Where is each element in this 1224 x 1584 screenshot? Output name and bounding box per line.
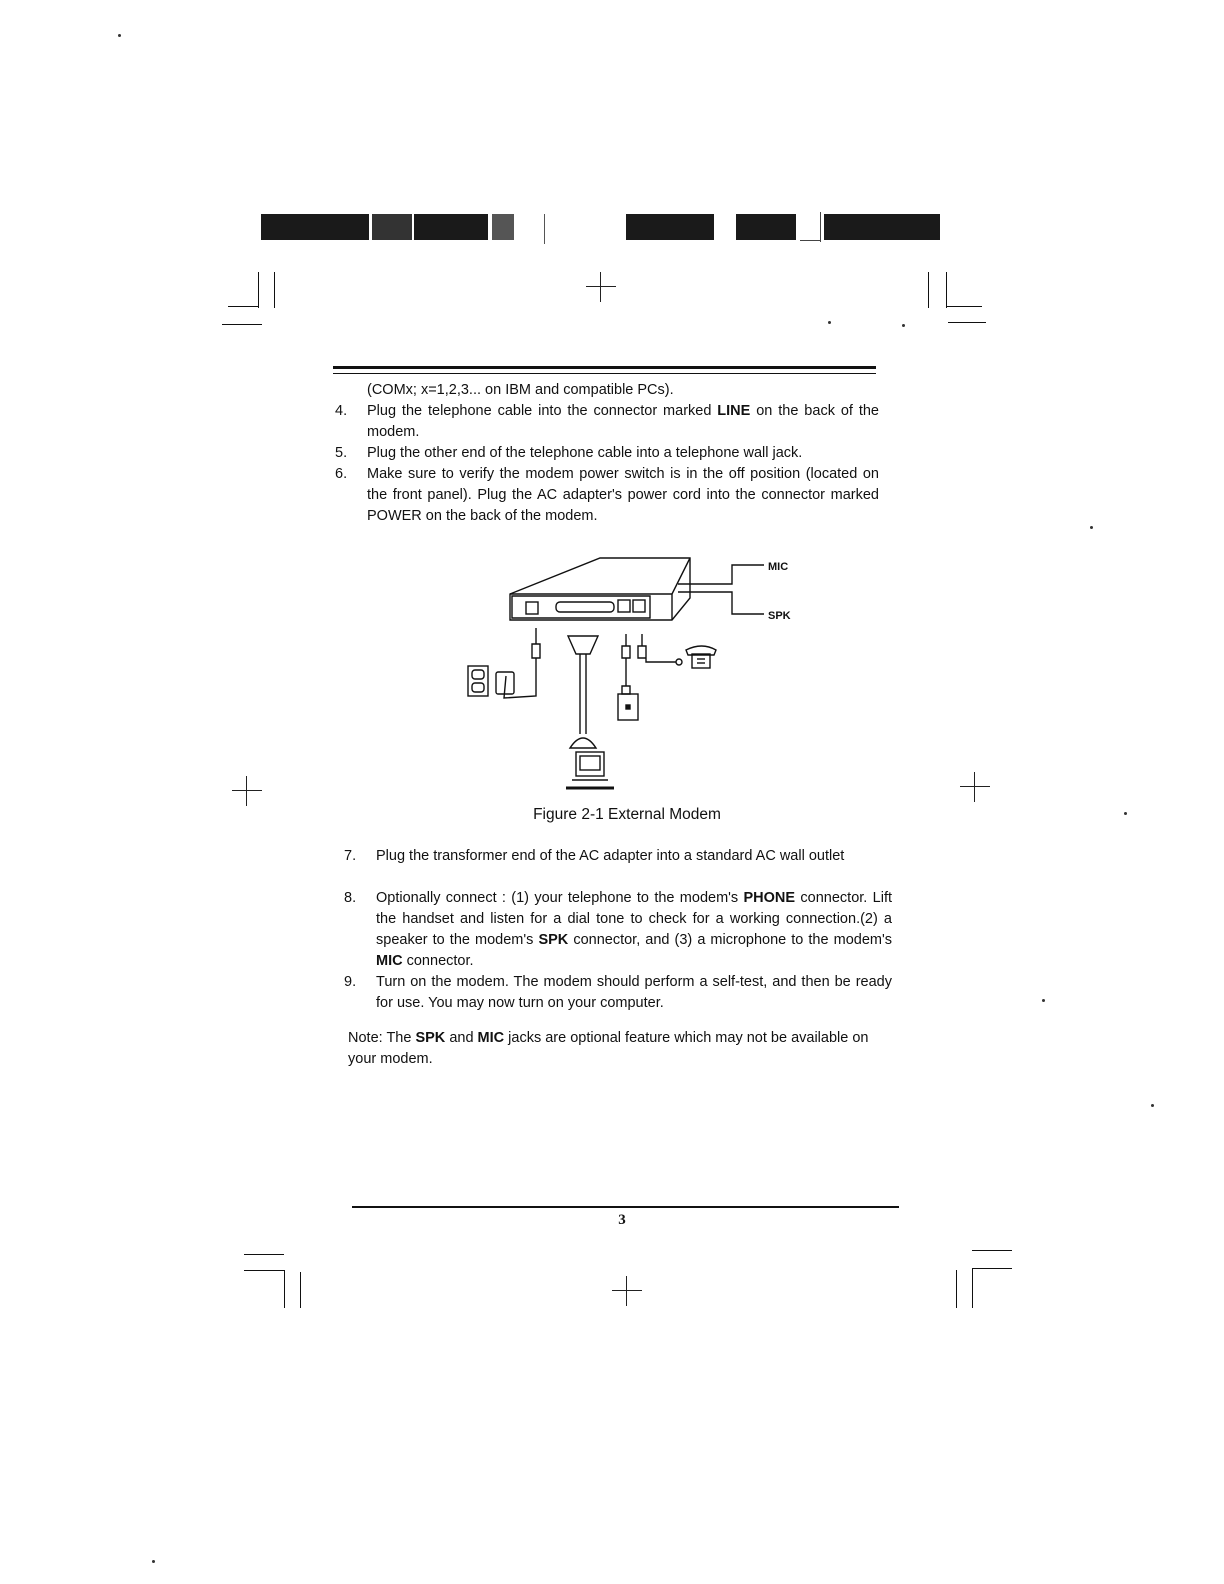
step-text — [367, 443, 879, 464]
registration-mark-top — [586, 272, 616, 302]
text-run: SPK — [538, 932, 569, 948]
serial-port — [556, 602, 614, 612]
text-run: connector. — [402, 953, 474, 969]
text-run: The — [386, 1030, 416, 1046]
text-run: Plug the telephone cable into the connector marked — [367, 403, 718, 419]
text-run: jacks are optional feature which may not be available on your modem. — [348, 1030, 869, 1067]
scan-speck — [1042, 999, 1045, 1002]
phone-cable — [638, 634, 682, 665]
figure-caption-text: Figure 2-1 External Modem — [533, 806, 721, 823]
scan-speck — [828, 321, 831, 324]
figure-caption — [440, 806, 814, 824]
step-number: 9. — [344, 974, 357, 990]
step-text — [376, 888, 892, 972]
text-run: MIC — [477, 1030, 505, 1046]
spk-label: SPK — [768, 610, 791, 622]
scan-speck — [1151, 1104, 1154, 1107]
scan-speck — [118, 34, 121, 37]
page-number — [602, 1212, 642, 1229]
continued-line — [367, 380, 877, 401]
step-number: 8. — [344, 890, 357, 906]
mic-label: MIC — [768, 561, 789, 573]
text-run: MIC — [376, 953, 403, 969]
text-run: Turn on the modem. The modem should perform a self-test, and then be ready for use. You may now turn on your computer. — [376, 974, 892, 1011]
step-number: 6. — [335, 466, 348, 482]
step-number: 4. — [335, 403, 348, 419]
phone-port — [633, 600, 645, 612]
modem-body — [510, 558, 690, 620]
registration-mark-left — [232, 776, 262, 806]
text-run: connector. Lift the handset and listen for a dial tone to check for a working connection.(2) a speaker to the modem's — [376, 890, 893, 948]
registration-mark-right — [960, 772, 990, 802]
text-run: Optionally connect : (1) your telephone to the modem's — [376, 890, 744, 906]
step-text — [367, 401, 879, 443]
text-run: SPK — [415, 1030, 446, 1046]
step-number: 7. — [344, 848, 357, 864]
spk-leader — [678, 592, 764, 614]
step-text — [367, 464, 879, 527]
text-run: PHONE — [743, 890, 796, 906]
registration-mark-bottom — [612, 1276, 642, 1306]
line-cable — [622, 634, 630, 694]
page-number-text: 3 — [618, 1212, 626, 1228]
text-run: LINE — [717, 403, 751, 419]
scan-speck — [1090, 526, 1093, 529]
top-rule-thin — [333, 373, 876, 374]
text-run: Make sure to verify the modem power switch is in the off position (located on the front panel). Plug the AC adapter's power cord into the connector marked POWER on the back of the modem. — [367, 466, 879, 524]
power-cable — [504, 628, 540, 698]
step-number: 5. — [335, 445, 348, 461]
scan-speck — [902, 324, 905, 327]
scan-speck — [152, 1560, 155, 1563]
scan-speck — [1124, 812, 1127, 815]
serial-cable — [568, 636, 598, 654]
mic-leader — [678, 565, 764, 584]
step-text — [376, 846, 892, 867]
telephone-icon — [686, 646, 716, 668]
note — [348, 1028, 896, 1070]
note-text — [348, 1030, 868, 1067]
text-run: and — [445, 1030, 478, 1046]
step-text — [376, 972, 892, 1014]
text-run: Plug the other end of the telephone cable into a telephone wall jack. — [367, 445, 803, 461]
continued-line-text: (COMx; x=1,2,3... on IBM and compatible PCs). — [367, 382, 674, 398]
bottom-rule — [352, 1206, 899, 1208]
external-modem-figure — [440, 548, 820, 800]
text-run: Plug the transformer end of the AC adapter into a standard AC wall outlet — [376, 848, 845, 864]
line-port — [618, 600, 630, 612]
text-run: connector, and (3) a microphone to the modem's — [568, 932, 892, 948]
power-port — [526, 602, 538, 614]
top-rule-thick — [333, 366, 876, 369]
note-label: Note: — [348, 1030, 383, 1046]
text-run: on the back of the modem. — [367, 403, 879, 440]
